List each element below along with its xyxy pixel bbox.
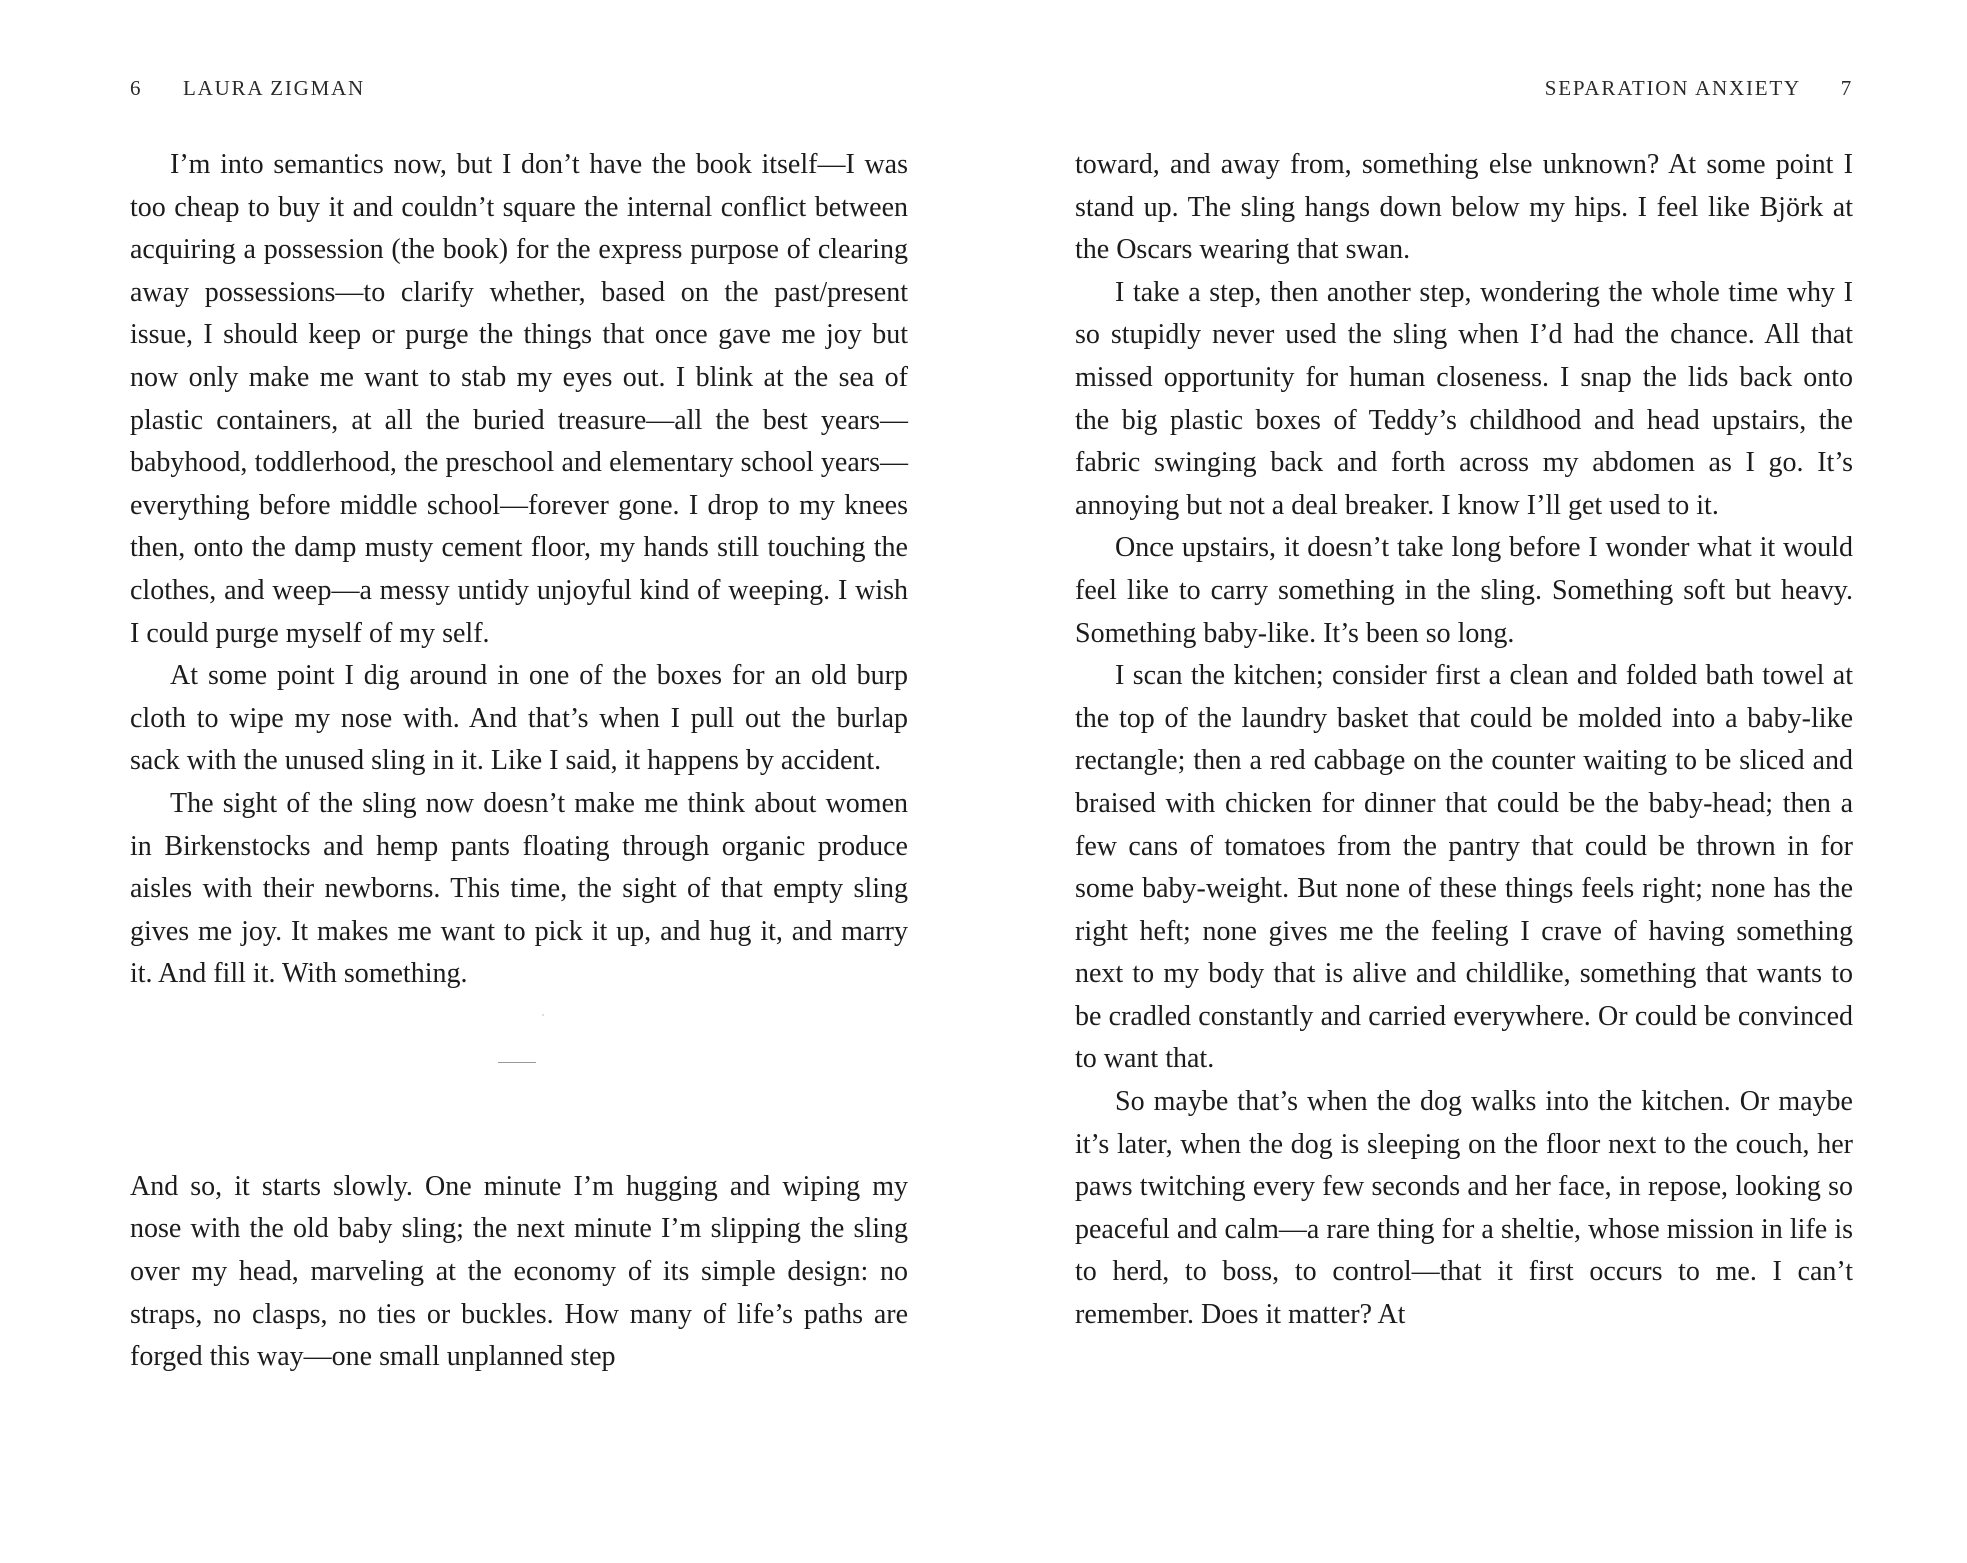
paragraph: And so, it starts slowly. One minute I’m hugging and wiping my nose with the old baby sling; the next minute I’m slipping the sling over my head, marveling at the economy of its simple design: no straps, no clasps, no ties or buckles. How many of life’s paths are forged this way—one small unplanned step [130,1170,908,1373]
section-break [130,996,908,1166]
paragraph: The sight of the sling now doesn’t make me think about women in Birkenstocks and hemp pants floating through organic produce aisles with their newborns. This time, the sight of that empty sling gives me joy. It makes me want to pick it up, and hug it, and marry it. And fill it. With something. [130,787,908,990]
paragraph: At some point I dig around in one of the boxes for an old burp cloth to wipe my nose with. And that’s when I pull out the burlap sack with the unused sling in it. Like I said, it happens by accident. [130,660,908,777]
paragraph: I scan the kitchen; consider first a clean and folded bath towel at the top of the laundry basket that could be molded into a baby-like rectangle; then a red cabbage on the counter waiting to be sliced and braised with chicken for dinner that could be the baby-head; then a few cans of tomatoes from the pantry that could be thrown in for some baby-weight. But none of these things feels right; none has the right heft; none gives me the feeling I crave of having something next to my body that is alive and childlike, something that wants to be cradled constantly and carried everywhere. Or could be convinced to want that. [1075,660,1853,1075]
paragraph: I take a step, then another step, wondering the whole time why I so stupidly never used the sling when I’d had the chance. All that missed opportunity for human closeness. I snap the lids back onto the big plastic boxes of Teddy’s childhood and head upstairs, the fabric swinging back and forth across my abdomen as I go. It’s annoying but not a deal breaker. I know I’ll get used to it. [1075,276,1853,521]
section-break-rule [498,1062,536,1063]
section-break-dot [542,1014,544,1016]
left-page-body [130,144,908,1379]
paragraph: Once upstairs, it doesn’t take long before I wonder what it would feel like to carry something in the sling. Something soft but heavy. Something baby-like. It’s been so long. [1075,532,1853,649]
right-page-number: 7 [1840,76,1853,100]
paragraph: So maybe that’s when the dog walks into the kitchen. Or maybe it’s later, when the dog is sleeping on the floor next to the couch, her paws twitching every few seconds and her face, in repose, looking so peaceful and calm—a rare thing for a sheltie, whose mission in life is to herd, to boss, to control—that it first occurs to me. I can’t remember. Does it matter? At [1075,1086,1853,1331]
right-page-body [1075,144,1853,1337]
left-running-title: LAURA ZIGMAN [183,76,366,100]
paragraph: toward, and away from, something else unknown? At some point I stand up. The sling hangs down below my hips. I feel like Björk at the Oscars wearing that swan. [1075,149,1853,266]
left-page-number: 6 [130,76,143,100]
right-running-head [1075,76,1853,106]
paragraph: I’m into semantics now, but I don’t have the book itself—I was too cheap to buy it and couldn’t square the internal conflict between acquiring a possession (the book) for the express purpose of clearing away possessions—to clarify whether, based on the past/present issue, I should keep or purge the things that once gave me joy but now only make me want to stab my eyes out. I blink at the sea of plastic containers, at all the buried treasure—all the best years—babyhood, toddlerhood, the preschool and elementary school years—everything before middle school—forever gone. I drop to my knees then, onto the damp musty cement floor, my hands still touching the clothes, and weep—a messy untidy unjoyful kind of weeping. I wish I could purge myself of my self. [130,149,908,649]
right-running-title: SEPARATION ANXIETY [1544,76,1801,100]
left-running-head [130,76,908,106]
